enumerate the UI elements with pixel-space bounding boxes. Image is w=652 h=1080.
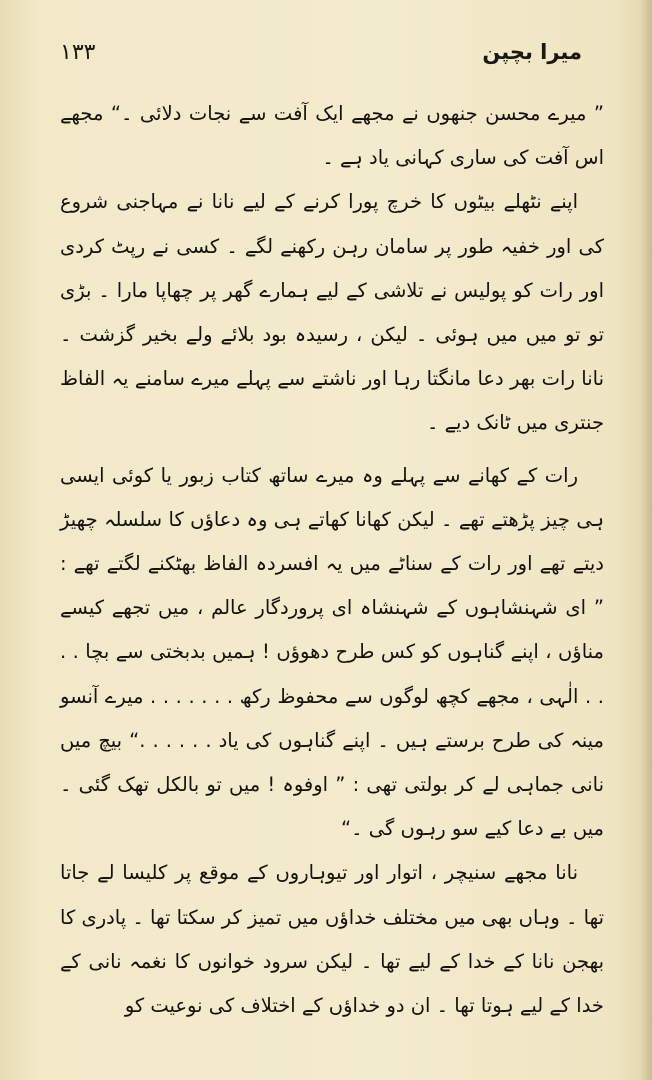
page-number: ۱۳۳ xyxy=(60,40,96,65)
page-edge-shadow xyxy=(640,0,652,1080)
paragraph-quote: ” میرے محسن جنھوں نے مجھے ایک آفت سے نجات دلائی ۔“ مجھے اس آفت کی ساری کہانی یاد ہے ۔ xyxy=(60,102,604,170)
paragraph-police-raid: اپنے نٹھلے بیٹوں کا خرچ پورا کرنے کے لیے نانا نے مہاجنی شروع کی اور خفیہ طور پر سامان رہن رکھنے لگے ۔ کسی نے رپٹ کردی اور رات کو پولیس نے تلاشی کے لیے ہمارے گھر پر چھاپا مارا ۔ بڑی تو تو میں میں ہوئی ۔ لیکن ، رسیدہ بود بلائے ولے بخیر گزشت ۔ نانا رات بھر دعا مانگتا رہا اور ناشتے سے پہلے میرے سامنے یہ الفاظ جنتری میں ٹانک دیے ۔ xyxy=(60,190,604,435)
running-title: میرا بچپن xyxy=(482,40,582,64)
page-header xyxy=(60,40,582,80)
paragraph-church: نانا مجھے سنیچر ، اتوار اور تیوہاروں کے موقع پر کلیسا لے جاتا تھا ۔ وہاں بھی میں مختلف خداؤں میں تمیز کر سکتا تھا ۔ پادری کا بھجن نانا کے خدا کے لیے تھا ۔ لیکن سرود خوانوں کا نغمہ نانی کے خدا کے لیے ہوتا تھا ۔ ان دو خداؤں کے اختلاف کی نوعیت کو xyxy=(60,861,604,1018)
paragraph-evening-prayers: رات کے کھانے سے پہلے وہ میرے ساتھ کتاب زبور یا کوئی ایسی ہی چیز پڑھتے تھے ۔ لیکن کھانا کھاتے ہی وہ دعاؤں کا سلسلہ چھیڑ دیتے تھے اور رات کے سناٹے میں یہ افسردہ الفاظ بھٹکنے لگتے تھے : ” ای شہنشاہوں کے شہنشاہ ای پروردگار عالم ، میں تجھے کیسے مناؤں ، اپنے گناہوں کو کس طرح دھوؤں ! ہمیں بدبختی سے بچا . . . . الٰہی ، مجھے کچھ لوگوں سے محفوظ رکھ . . . . . . . میرے آنسو مینہ کی طرح برستے ہیں ۔ اپنے گناہوں کی یاد . . . . . .“ بیچ میں نانی جماہی لے کر بولتی تھی : ” اوفوہ ! میں تو بالکل تھک گئی ۔ میں بے دعا کیے سو رہوں گی ۔“ xyxy=(60,463,604,841)
body-text xyxy=(60,92,604,1052)
